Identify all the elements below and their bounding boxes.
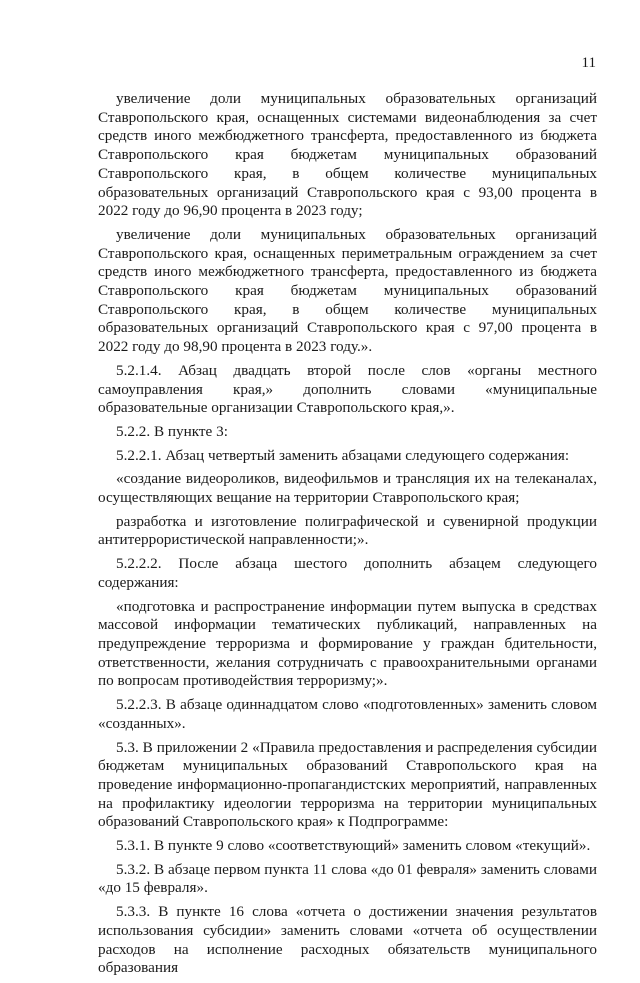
paragraph: 5.3.1. В пункте 9 слово «соответствующий» заменить словом «текущий». [116,837,591,855]
paragraph: 5.3.2. В абзаце первом пункта 11 слова «до 01 февраля» заменить словами «до 15 февраля». [98,860,597,897]
paragraph: 5.2.2.3. В абзаце одиннадцатом слово «подготовленных» заменить словом «созданных». [98,696,597,732]
paragraph: 5.2.1.4. Абзац двадцать второй после слов «органы местного самоуправления края,» дополнить словами «муниципальные образовательные организации Ставропольского края,». [98,361,597,417]
paragraph: разработка и изготовление полиграфической и сувенирной продукции антитеррористической направленности;». [98,512,597,549]
paragraph: 5.2.2.1. Абзац четвертый заменить абзацами следующего содержания: [116,446,570,464]
document-body [98,90,597,983]
paragraph: 5.3. В приложении 2 «Правила предоставления и распределения субсидии бюджетам муниципальных образований Ставропольского края на проведение информационно-пропагандистских мероприятий, направленных на профилактику идеологии терроризма на территории муниципальных образований Ставропольского края» к Подпрограмме: [98,738,597,831]
paragraph: 5.2.2. В пункте 3: [116,422,228,440]
page-number: 11 [581,55,596,71]
paragraph: 5.2.2.2. После абзаца шестого дополнить абзацем следующего содержания: [98,555,597,591]
paragraph: «подготовка и распространение информации путем выпуска в средствах массовой информации тематических публикаций, направленных на предупреждение терроризма и формирование у граждан бдительности, ответственности, желания сотрудничать с правоохранительными органами по вопросам противодействия терроризму;». [98,597,597,690]
paragraph: увеличение доли муниципальных образовательных организаций Ставропольского края, оснащенных системами видеонаблюдения за счет средств иного межбюджетного трансферта, предоставленного из бюджета Ставропольского края бюджетам муниципальных образований Ставропольского края, в общем количестве муниципальных образовательных организаций Ставропольского края с 93,00 процента в 2022 году до 96,90 процента в 2023 году; [98,90,597,220]
paragraph: «создание видеороликов, видеофильмов и трансляция их на телеканалах, осуществляющих вещание на территории Ставропольского края; [98,470,597,507]
paragraph: 5.3.3. В пункте 16 слова «отчета о достижении значения результатов использования субсидии» заменить словами «отчета об осуществлении расходов на исполнение расходных обязательств муниципального образования [98,903,597,977]
paragraph: увеличение доли муниципальных образовательных организаций Ставропольского края, оснащенных периметральным ограждением за счет средств иного межбюджетного трансферта, предоставленного из бюджета Ставропольского края бюджетам муниципальных образований Ставропольского края, в общем количестве муниципальных образовательных организаций Ставропольского края с 97,00 процента в 2022 году до 98,90 процента в 2023 году.». [98,225,597,356]
